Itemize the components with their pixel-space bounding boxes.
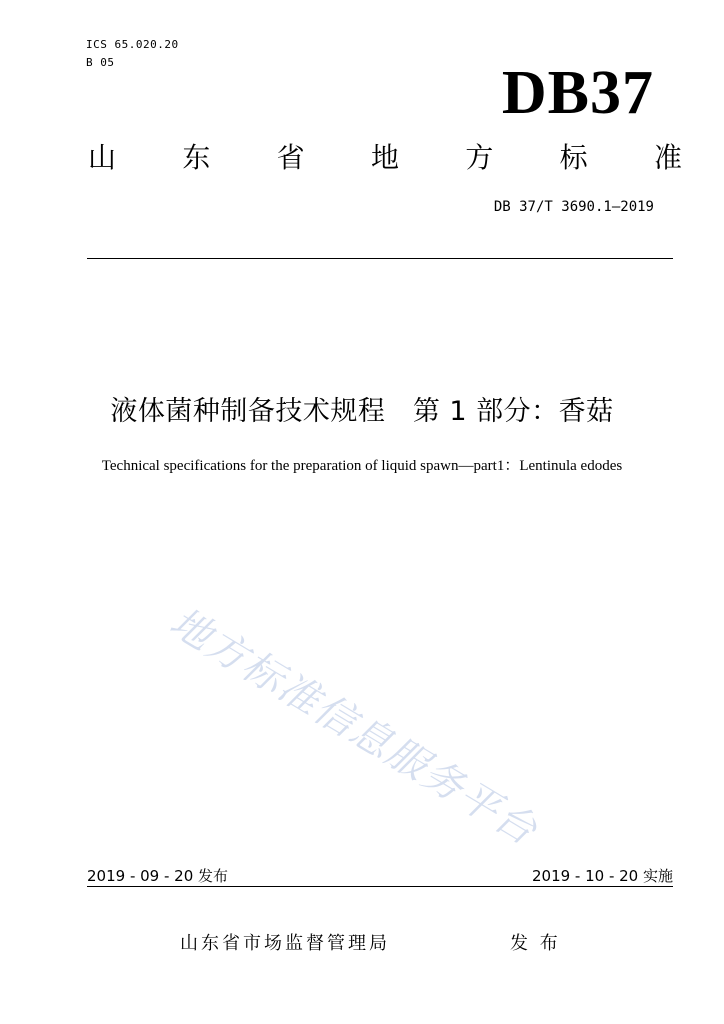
ccs-code: B 05 bbox=[86, 56, 115, 69]
issue-label: 发 布 bbox=[510, 933, 561, 954]
standard-code: DB37 bbox=[501, 59, 654, 127]
header-divider bbox=[87, 258, 673, 259]
issue-date: 2019 - 09 - 20 发布 bbox=[87, 867, 229, 885]
title-char: 东 bbox=[182, 141, 211, 174]
ics-code: ICS 65.020.20 bbox=[86, 38, 179, 51]
title-char: 省 bbox=[276, 141, 305, 174]
standard-number: DB 37/T 3690.1—2019 bbox=[493, 199, 654, 215]
footer-divider bbox=[87, 886, 673, 887]
title-char: 标 bbox=[559, 141, 588, 174]
title-char: 地 bbox=[370, 141, 399, 174]
implementation-date: 2019 - 10 - 20 实施 bbox=[531, 867, 673, 885]
standard-type-title bbox=[88, 140, 682, 176]
title-char: 方 bbox=[465, 141, 494, 174]
issuing-authority: 山东省市场监督管理局 bbox=[180, 933, 390, 954]
chinese-title: 液体菌种制备技术规程 第 1 部分：香菇 bbox=[110, 396, 614, 427]
title-char: 山 bbox=[88, 141, 117, 174]
watermark: 地方标准信息服务平台 bbox=[161, 599, 546, 855]
english-title: Technical specifications for the preparation of liquid spawn—part1：Lentinula edodes bbox=[101, 458, 623, 474]
title-char: 准 bbox=[653, 141, 682, 174]
